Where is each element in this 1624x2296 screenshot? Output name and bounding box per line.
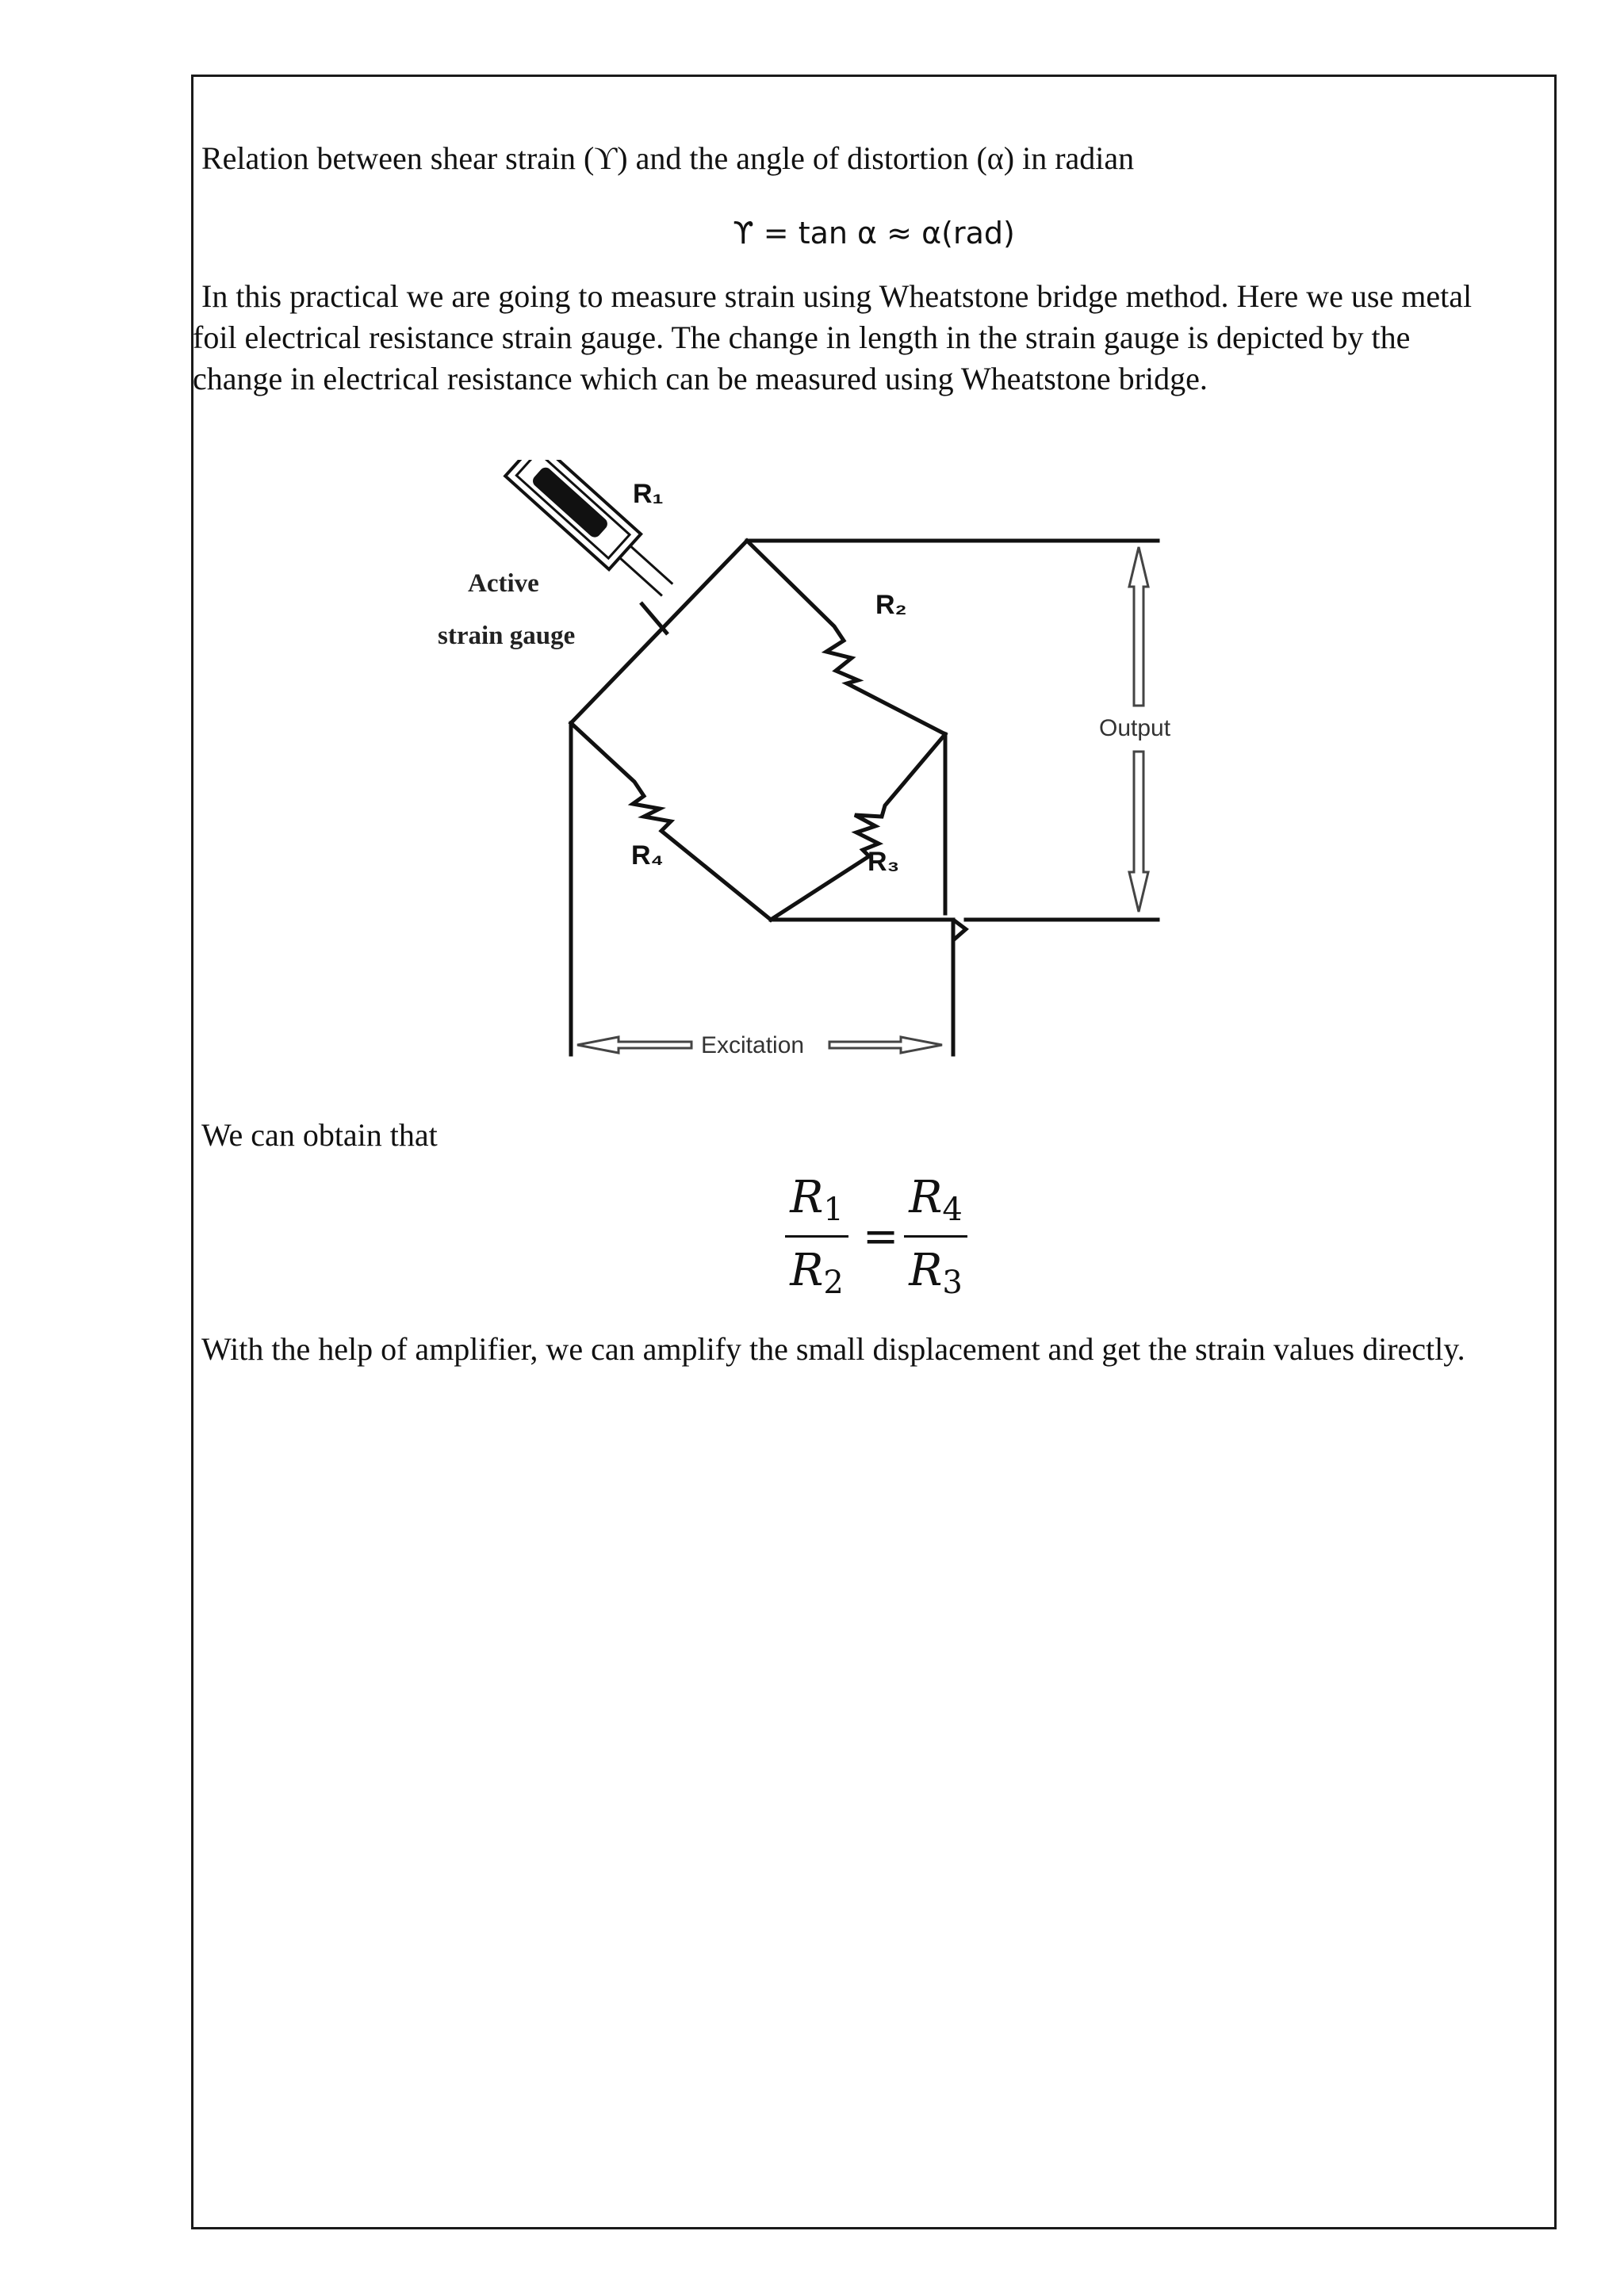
fraction-left-numerator: $R_1$ xyxy=(790,1172,844,1228)
label-r2: R₂ xyxy=(875,590,907,620)
bridge-balance-equation xyxy=(785,1172,975,1314)
label-r4: R₄ xyxy=(631,840,664,871)
label-excitation: Excitation xyxy=(701,1032,805,1058)
fraction-right-numerator: $R_4$ xyxy=(909,1172,963,1228)
fraction-right-bar xyxy=(904,1235,967,1238)
label-r1: R₁ xyxy=(633,479,664,509)
closing-text: With the help of amplifier, we can amplify the small displacement and get the strain values directly. xyxy=(201,1331,1465,1367)
bridge-arm-r4 xyxy=(571,723,771,920)
fraction-left-denominator: $R_2$ xyxy=(790,1245,844,1301)
label-strain-gauge: strain gauge xyxy=(438,622,576,650)
bridge-arm-r2 xyxy=(747,541,945,734)
obtain-text: We can obtain that xyxy=(201,1117,438,1153)
shear-strain-formula: ϒ = tan α ≈ α(rad) xyxy=(733,216,1015,251)
output-lead-bottom xyxy=(771,920,966,940)
fraction-left-bar xyxy=(785,1235,848,1238)
label-active: Active xyxy=(468,569,539,598)
paragraph-line-2: foil electrical resistance strain gauge. The change in length in the strain gauge is depicted by the xyxy=(193,320,1411,355)
method-paragraph xyxy=(193,276,1553,400)
wheatstone-bridge-diagram xyxy=(428,460,1229,1062)
paragraph-line-1: In this practical we are going to measure strain using Wheatstone bridge method. Here we use metal xyxy=(201,278,1473,314)
label-r3: R₃ xyxy=(868,847,900,877)
fraction-right-denominator: $R_3$ xyxy=(909,1245,963,1301)
intro-text: Relation between shear strain (ϒ) and the angle of distortion (α) in radian xyxy=(201,140,1135,176)
equals-sign: = xyxy=(863,1211,899,1261)
paragraph-line-3: change in electrical resistance which can be measured using Wheatstone bridge. xyxy=(193,361,1208,396)
bridge-arm-r1 xyxy=(571,541,747,723)
bridge-arm-r3 xyxy=(771,734,945,920)
label-output: Output xyxy=(1099,715,1171,741)
